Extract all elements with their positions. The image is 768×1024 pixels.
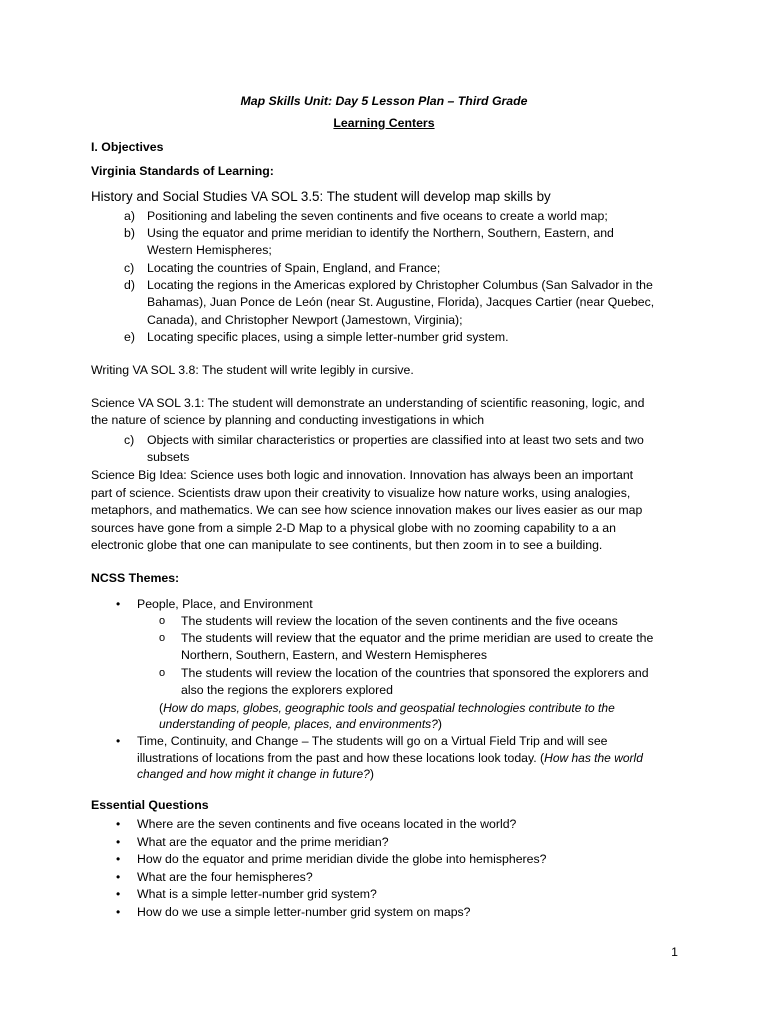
ncss-question-1-text1: How do maps, globes, geographic tools and geospatial technologies contribute to the [163, 701, 615, 715]
bullet-icon: • [116, 835, 121, 849]
hss-item-d-label: d) [124, 278, 135, 292]
subtitle-text: Learning Centers [333, 116, 435, 130]
hss-item-c-label: c) [124, 261, 135, 275]
science-sol-line1: Science VA SOL 3.1: The student will demonstrate an understanding of scientific reasoning, logic, and [91, 396, 645, 410]
ncss-sub-2-line1: The students will review that the equator and the prime meridian are used to create the [181, 631, 654, 645]
ncss-bullet-2-text: illustrations of locations from the past and how these locations look today. ( [137, 751, 545, 765]
bullet-icon: • [116, 734, 121, 748]
vsol-heading: Virginia Standards of Learning: [91, 164, 274, 178]
hss-item-b-line1: Using the equator and prime meridian to identify the Northern, Southern, Eastern, and [147, 226, 614, 240]
big-idea-line1: Science Big Idea: Science uses both logic and innovation. Innovation has always been an important [91, 468, 634, 482]
hss-item-a-label: a) [124, 209, 135, 223]
bullet-icon: • [116, 852, 121, 866]
ncss-sub-1: The students will review the location of the seven continents and the five oceans [181, 614, 618, 628]
hss-item-e: Locating specific places, using a simple letter-number grid system. [147, 330, 509, 344]
hss-item-d-line1: Locating the regions in the Americas explored by Christopher Columbus (San Salvador in the [147, 278, 653, 292]
ncss-question-1-text2: understanding of people, places, and environments? [159, 717, 438, 731]
hss-item-d-line3: Canada), and Christopher Newport (Jamestown, Virginia); [147, 313, 463, 327]
document-subtitle [0, 116, 768, 131]
essential-question-5: What is a simple letter-number grid system? [137, 887, 377, 901]
bullet-icon: • [116, 817, 121, 831]
essential-question-4: What are the four hemispheres? [137, 870, 313, 884]
ncss-bullet-2-question-1: How has the world [544, 751, 643, 765]
section-objectives-heading: I. Objectives [91, 140, 164, 154]
ncss-sub-3-line2: also the regions the explorers explored [181, 683, 393, 697]
ncss-heading: NCSS Themes: [91, 571, 180, 585]
science-sol-line2: the nature of science by planning and conducting investigations in which [91, 413, 485, 427]
writing-sol: Writing VA SOL 3.8: The student will write legibly in cursive. [91, 363, 414, 377]
hss-item-b-line2: Western Hemispheres; [147, 243, 272, 257]
ncss-bullet-1: People, Place, and Environment [137, 597, 313, 611]
ncss-bullet-2-line1: Time, Continuity, and Change – The students will go on a Virtual Field Trip and will see [137, 734, 608, 748]
ncss-question-1-line1: (How do maps, globes, geographic tools and geospatial technologies contribute to the [159, 701, 615, 715]
hss-item-c: Locating the countries of Spain, England, and France; [147, 261, 441, 275]
hss-item-a: Positioning and labeling the seven continents and five oceans to create a world map; [147, 209, 608, 223]
science-item-c-line1: Objects with similar characteristics or properties are classified into at least two sets and two [147, 433, 644, 447]
essential-question-6: How do we use a simple letter-number grid system on maps? [137, 905, 471, 919]
ncss-sub-2-line2: Northern, Southern, Eastern, and Western Hemispheres [181, 648, 487, 662]
science-item-c-line2: subsets [147, 450, 190, 464]
hss-item-e-label: e) [124, 330, 135, 344]
circle-bullet-icon: o [159, 615, 166, 627]
bullet-icon: • [116, 887, 121, 901]
science-item-c-label: c) [124, 433, 135, 447]
hss-item-b-label: b) [124, 226, 135, 240]
ncss-bullet-2-line3: changed and how might it change in future?) [137, 767, 374, 781]
page-number: 1 [671, 945, 678, 959]
hss-intro: History and Social Studies VA SOL 3.5: The student will develop map skills by [91, 189, 551, 204]
essential-questions-heading: Essential Questions [91, 798, 209, 812]
document-title: Map Skills Unit: Day 5 Lesson Plan – Third Grade [240, 94, 528, 108]
ncss-bullet-2-question-2: changed and how might it change in future? [137, 767, 370, 781]
ncss-bullet-2-line2 [137, 751, 643, 766]
circle-bullet-icon: o [159, 667, 166, 679]
bullet-icon: • [116, 597, 121, 611]
bullet-icon: • [116, 870, 121, 884]
essential-question-1: Where are the seven continents and five oceans located in the world? [137, 817, 517, 831]
ncss-question-1-line2: understanding of people, places, and environments?) [159, 717, 442, 731]
big-idea-line3: metaphors, and mathematics. We can see how science innovation makes our lives easier as our map [91, 503, 643, 517]
circle-bullet-icon: o [159, 632, 166, 644]
essential-question-2: What are the equator and the prime meridian? [137, 835, 389, 849]
bullet-icon: • [116, 905, 121, 919]
essential-question-3: How do the equator and prime meridian divide the globe into hemispheres? [137, 852, 547, 866]
big-idea-line4: sources have gone from a simple 2-D Map to a physical globe with no zooming capability to a an [91, 521, 616, 535]
big-idea-line5: electronic globe that one can manipulate to see continents, but then zoom in to see a building. [91, 538, 603, 552]
ncss-sub-3-line1: The students will review the location of the countries that sponsored the explorers and [181, 666, 649, 680]
hss-item-d-line2: Bahamas), Juan Ponce de León (near St. Augustine, Florida), Jacques Cartier (near Quebec, [147, 295, 655, 309]
big-idea-line2: part of science. Scientists draw upon their creativity to visualize how nature works, using analogies, [91, 486, 631, 500]
